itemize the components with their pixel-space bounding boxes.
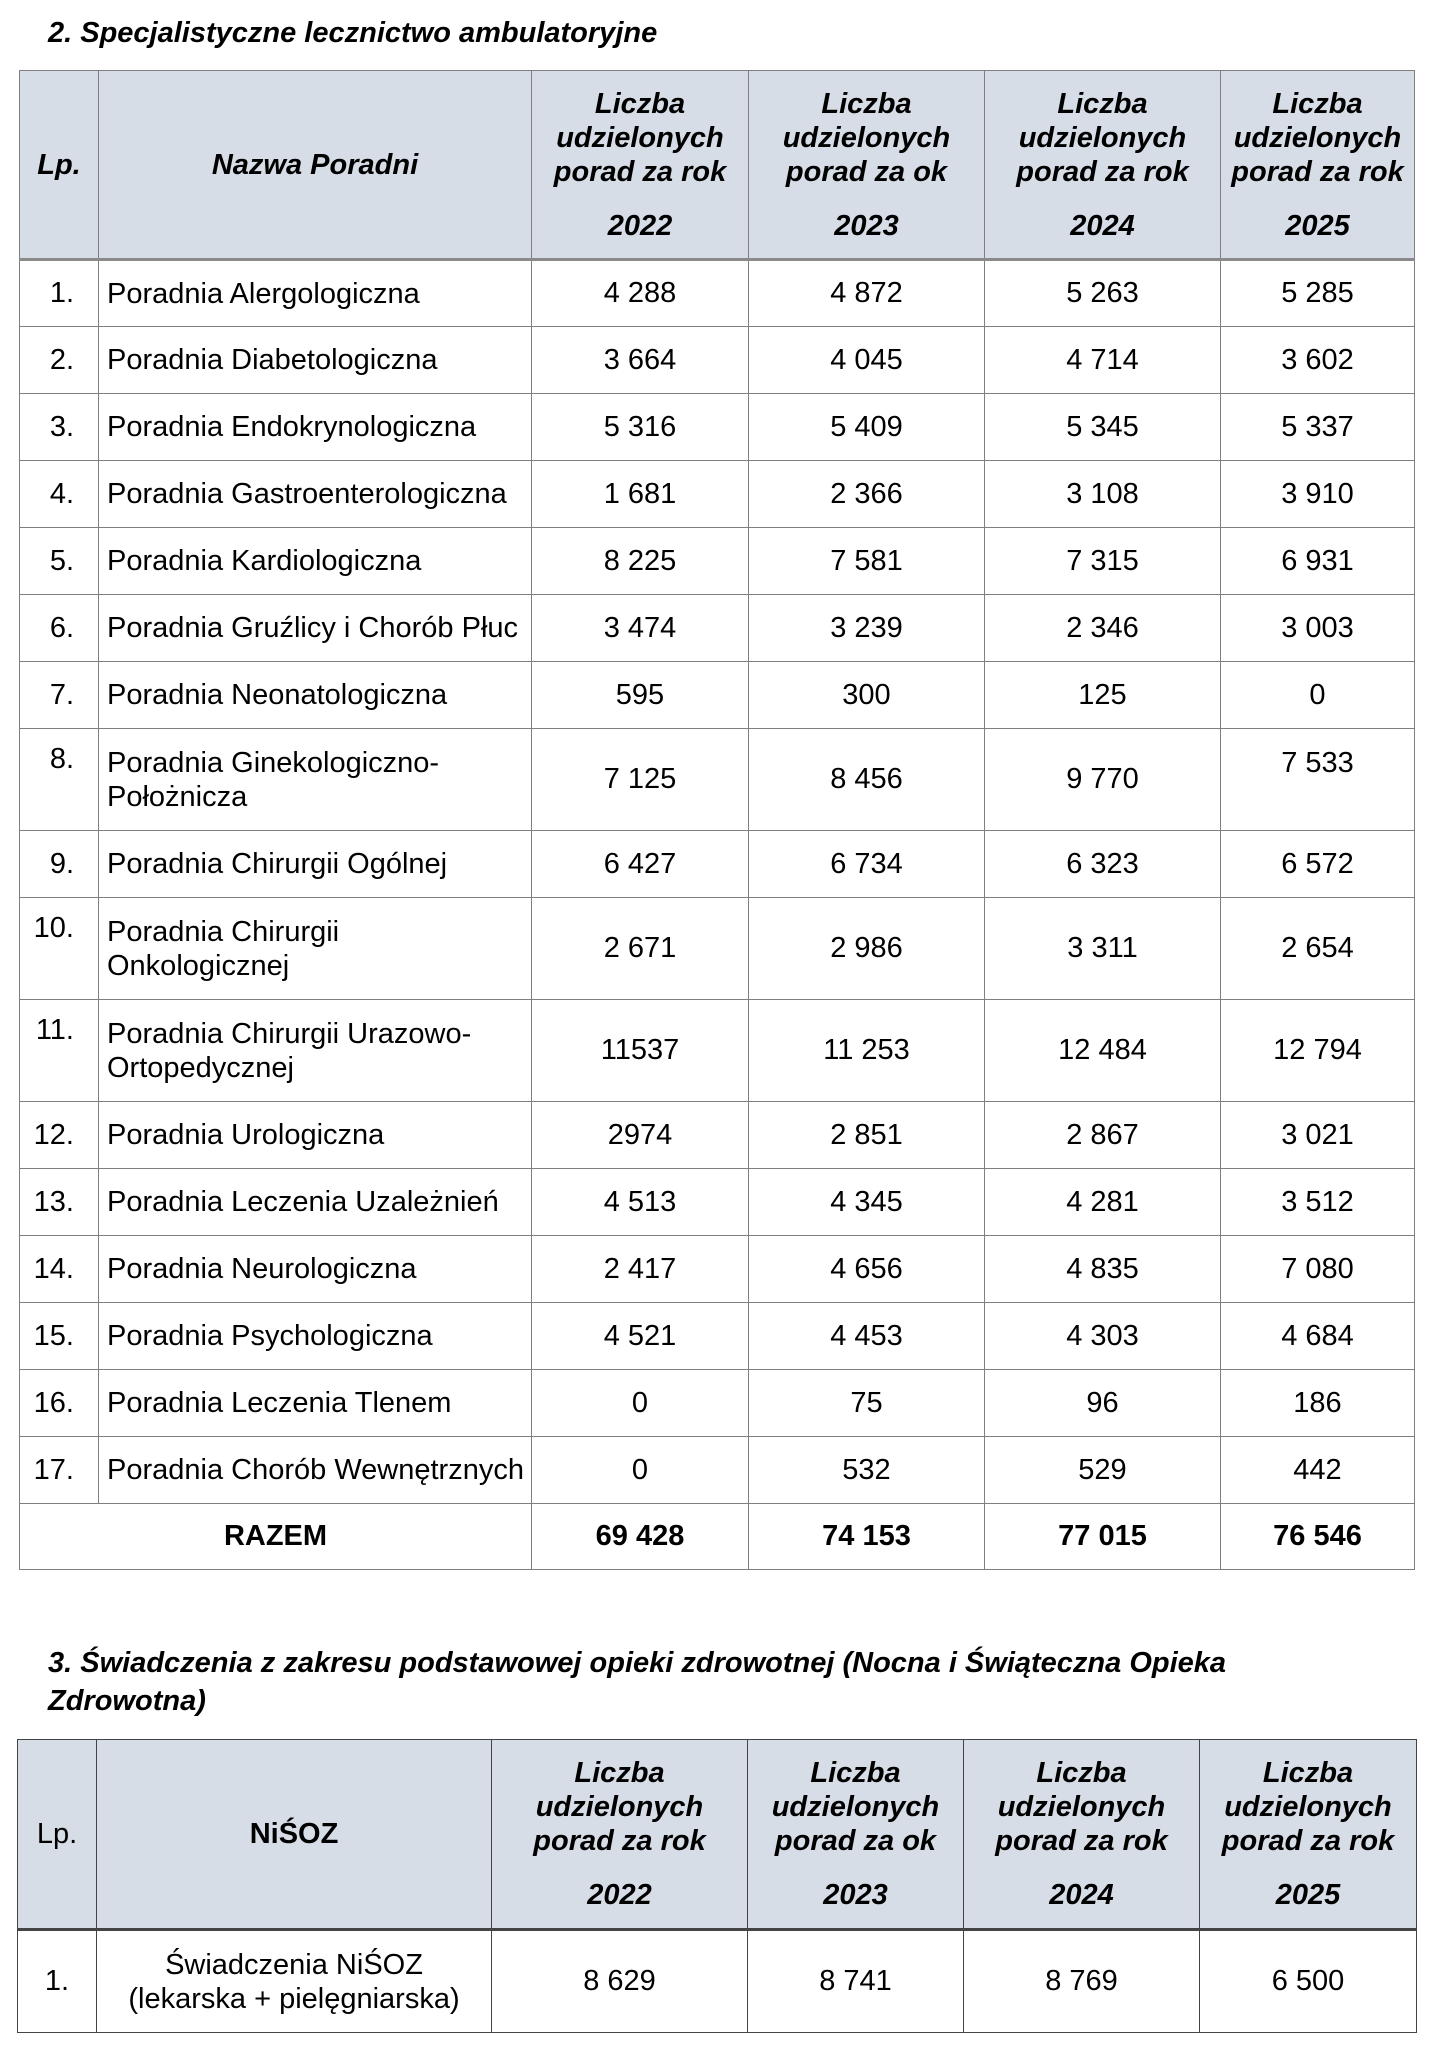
value-2023: 2 986 [749, 898, 985, 1000]
table-row [20, 528, 1415, 595]
table-row [20, 831, 1415, 898]
header-year-2023 [749, 71, 985, 260]
row-name: Poradnia Alergologiczna [99, 260, 532, 327]
total-row [20, 1504, 1415, 1570]
row-name: Poradnia Gastroenterologiczna [99, 461, 532, 528]
value-2023: 6 734 [749, 831, 985, 898]
header-year-2022 [492, 1740, 748, 1930]
value-2024: 2 867 [985, 1102, 1221, 1169]
total-label: RAZEM [20, 1504, 532, 1570]
row-name: Poradnia Leczenia Tlenem [99, 1370, 532, 1437]
row-lp: 5. [20, 528, 99, 595]
header-year-2022 [532, 71, 749, 260]
value-2023: 2 366 [749, 461, 985, 528]
row-name: Poradnia Ginekologiczno-Położnicza [99, 729, 532, 831]
value-2025: 6 572 [1221, 831, 1415, 898]
header-year-2025 [1221, 71, 1415, 260]
row-name: Poradnia Psychologiczna [99, 1303, 532, 1370]
value-2022: 4 288 [532, 260, 749, 327]
value-2024: 529 [985, 1437, 1221, 1504]
value-2023: 4 045 [749, 327, 985, 394]
table-row [20, 662, 1415, 729]
value-2024: 12 484 [985, 1000, 1221, 1102]
value-2022: 4 513 [532, 1169, 749, 1236]
row-lp: 1. [18, 1930, 97, 2033]
value-2025: 3 512 [1221, 1169, 1415, 1236]
value-2023: 11 253 [749, 1000, 985, 1102]
value-2025: 7 533 [1221, 729, 1415, 831]
value-2024: 4 714 [985, 327, 1221, 394]
table-row [20, 1000, 1415, 1102]
row-name: Poradnia Chirurgii Onkologicznej [99, 898, 532, 1000]
value-2024: 6 323 [985, 831, 1221, 898]
table-header-row [18, 1740, 1417, 1930]
header-year-2024 [964, 1740, 1200, 1930]
total-2023: 74 153 [749, 1504, 985, 1570]
header-name: Nazwa Poradni [99, 71, 532, 260]
value-2022: 11537 [532, 1000, 749, 1102]
table-row [20, 1303, 1415, 1370]
row-lp: 4. [20, 461, 99, 528]
value-2022: 8 629 [492, 1930, 748, 2033]
table-row [20, 260, 1415, 327]
value-2024: 2 346 [985, 595, 1221, 662]
specialist-clinics-table [19, 70, 1415, 1570]
value-2023: 4 453 [749, 1303, 985, 1370]
table-row [18, 1930, 1417, 2033]
header-year-2023 [748, 1740, 964, 1930]
row-lp: 15. [20, 1303, 99, 1370]
value-2025: 3 021 [1221, 1102, 1415, 1169]
header-lp: Lp. [20, 71, 99, 260]
value-2022: 6 427 [532, 831, 749, 898]
row-name [97, 1930, 492, 2033]
row-lp: 13. [20, 1169, 99, 1236]
header-name: NiŚOZ [97, 1740, 492, 1930]
value-2025: 442 [1221, 1437, 1415, 1504]
value-2025: 12 794 [1221, 1000, 1415, 1102]
header-label: Liczba udzielonych porad za rok [553, 87, 727, 188]
header-year: 2024 [1049, 1879, 1114, 1911]
value-2022: 4 521 [532, 1303, 749, 1370]
row-name: Poradnia Leczenia Uzależnień [99, 1169, 532, 1236]
header-year: 2023 [834, 209, 899, 242]
value-2022: 2 417 [532, 1236, 749, 1303]
section-2-title: 2. Specjalistyczne lecznictwo ambulatoryjne [48, 17, 658, 49]
row-lp: 16. [20, 1370, 99, 1437]
row-name: Poradnia Urologiczna [99, 1102, 532, 1169]
row-lp: 7. [20, 662, 99, 729]
row-name-line1: Świadczenia NiŚOZ [165, 1948, 423, 1981]
row-name: Poradnia Kardiologiczna [99, 528, 532, 595]
value-2022: 7 125 [532, 729, 749, 831]
row-name-line2: (lekarska + pielęgniarska) [128, 1982, 460, 2015]
value-2022: 3 664 [532, 327, 749, 394]
value-2024: 3 311 [985, 898, 1221, 1000]
row-name: Poradnia Chirurgii Ogólnej [99, 831, 532, 898]
value-2025: 5 285 [1221, 260, 1415, 327]
table-row [20, 1370, 1415, 1437]
header-label: Liczba udzielonych porad za rok [533, 1757, 706, 1857]
value-2023: 4 656 [749, 1236, 985, 1303]
value-2024: 7 315 [985, 528, 1221, 595]
value-2025: 5 337 [1221, 394, 1415, 461]
value-2023: 5 409 [749, 394, 985, 461]
table-row [20, 327, 1415, 394]
value-2025: 6 931 [1221, 528, 1415, 595]
row-name: Poradnia Gruźlicy i Chorób Płuc [99, 595, 532, 662]
value-2022: 0 [532, 1437, 749, 1504]
value-2023: 4 872 [749, 260, 985, 327]
row-lp: 3. [20, 394, 99, 461]
value-2024: 96 [985, 1370, 1221, 1437]
section-3-title: 3. Świadczenia z zakresu podstawowej opieki zdrowotnej (Nocna i Świąteczna Opieka Zdrowotna) [48, 1647, 1227, 1717]
value-2023: 2 851 [749, 1102, 985, 1169]
header-year: 2024 [1070, 209, 1135, 242]
row-name: Poradnia Neurologiczna [99, 1236, 532, 1303]
table-row [20, 898, 1415, 1000]
header-label: Liczba udzielonych porad za rok [1231, 87, 1404, 188]
nisoz-table [17, 1739, 1417, 2033]
row-lp: 10. [20, 898, 99, 1000]
table-row [20, 595, 1415, 662]
value-2023: 4 345 [749, 1169, 985, 1236]
value-2023: 300 [749, 662, 985, 729]
row-lp: 1. [20, 260, 99, 327]
value-2025: 186 [1221, 1370, 1415, 1437]
header-label: Liczba udzielonych porad za rok [995, 1757, 1168, 1857]
row-lp: 8. [20, 729, 99, 831]
header-year: 2022 [607, 209, 673, 242]
value-2022: 8 225 [532, 528, 749, 595]
table-row [20, 1169, 1415, 1236]
value-2024: 8 769 [964, 1930, 1200, 2033]
header-year: 2023 [823, 1879, 888, 1911]
header-year: 2025 [1275, 1879, 1341, 1911]
value-2024: 4 303 [985, 1303, 1221, 1370]
value-2022: 0 [532, 1370, 749, 1437]
value-2022: 3 474 [532, 595, 749, 662]
table-row [20, 729, 1415, 831]
value-2023: 8 741 [748, 1930, 964, 2033]
total-2025: 76 546 [1221, 1504, 1415, 1570]
row-lp: 17. [20, 1437, 99, 1504]
total-2024: 77 015 [985, 1504, 1221, 1570]
value-2022: 2974 [532, 1102, 749, 1169]
table-row [20, 461, 1415, 528]
table-row [20, 1437, 1415, 1504]
header-label: Liczba udzielonych porad za rok [1016, 87, 1189, 188]
row-name: Poradnia Neonatologiczna [99, 662, 532, 729]
total-2022: 69 428 [532, 1504, 749, 1570]
value-2022: 595 [532, 662, 749, 729]
header-label: Liczba udzielonych porad za ok [771, 1757, 940, 1857]
row-name: Poradnia Chorób Wewnętrznych [99, 1437, 532, 1504]
value-2022: 5 316 [532, 394, 749, 461]
value-2025: 7 080 [1221, 1236, 1415, 1303]
value-2025: 3 910 [1221, 461, 1415, 528]
header-year: 2022 [587, 1879, 652, 1911]
table-row [20, 1102, 1415, 1169]
value-2025: 0 [1221, 662, 1415, 729]
value-2025: 3 003 [1221, 595, 1415, 662]
row-lp: 6. [20, 595, 99, 662]
value-2024: 4 835 [985, 1236, 1221, 1303]
value-2024: 9 770 [985, 729, 1221, 831]
row-lp: 2. [20, 327, 99, 394]
row-name: Poradnia Diabetologiczna [99, 327, 532, 394]
table-header-row [20, 71, 1415, 260]
value-2024: 125 [985, 662, 1221, 729]
value-2023: 8 456 [749, 729, 985, 831]
value-2024: 5 263 [985, 260, 1221, 327]
table-row [20, 1236, 1415, 1303]
value-2023: 7 581 [749, 528, 985, 595]
header-label: Liczba udzielonych porad za ok [782, 87, 951, 188]
header-label: Liczba udzielonych porad za rok [1221, 1757, 1395, 1857]
value-2024: 4 281 [985, 1169, 1221, 1236]
row-lp: 12. [20, 1102, 99, 1169]
value-2024: 3 108 [985, 461, 1221, 528]
value-2025: 3 602 [1221, 327, 1415, 394]
header-lp: Lp. [18, 1740, 97, 1930]
row-lp: 11. [20, 1000, 99, 1102]
value-2022: 1 681 [532, 461, 749, 528]
header-year-2025 [1200, 1740, 1417, 1930]
row-name: Poradnia Endokrynologiczna [99, 394, 532, 461]
row-name: Poradnia Chirurgii Urazowo-Ortopedycznej [99, 1000, 532, 1102]
row-lp: 14. [20, 1236, 99, 1303]
value-2023: 532 [749, 1437, 985, 1504]
table-row [20, 394, 1415, 461]
value-2025: 2 654 [1221, 898, 1415, 1000]
value-2024: 5 345 [985, 394, 1221, 461]
header-year: 2025 [1285, 209, 1350, 242]
value-2025: 6 500 [1200, 1930, 1417, 2033]
value-2023: 75 [749, 1370, 985, 1437]
value-2023: 3 239 [749, 595, 985, 662]
header-year-2024 [985, 71, 1221, 260]
row-lp: 9. [20, 831, 99, 898]
value-2025: 4 684 [1221, 1303, 1415, 1370]
value-2022: 2 671 [532, 898, 749, 1000]
